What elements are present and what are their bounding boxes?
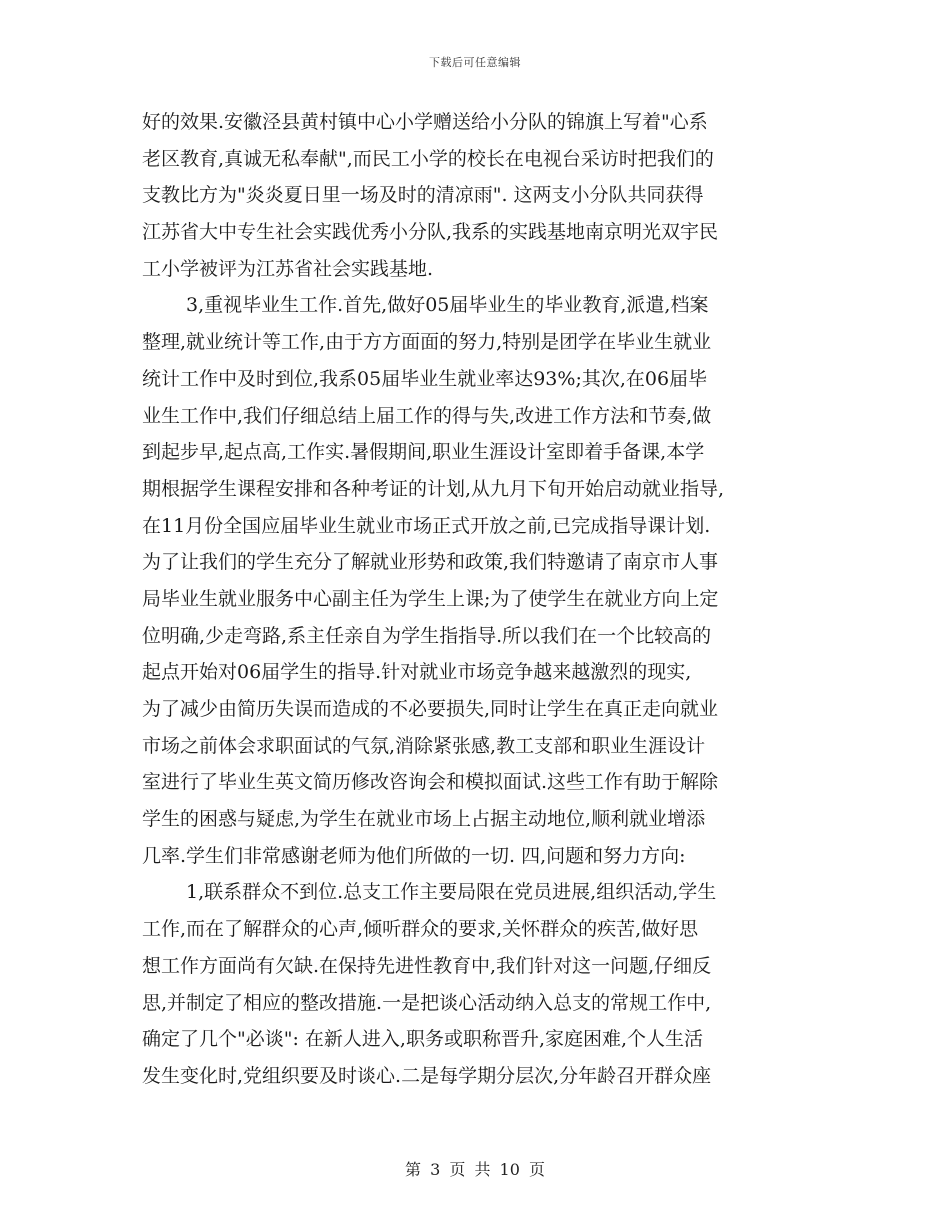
text-line: 学生的困惑与疑虑,为学生在就业市场上占据主动地位,顺利就业增添: [142, 808, 706, 831]
text-line: 在11月份全国应届毕业生就业市场正式开放之前,已完成指导课计划.: [142, 514, 711, 537]
text-line: 位明确,少走弯路,系主任亲自为学生指指导.所以我们在一个比较高的: [142, 624, 712, 647]
text-line: 为了减少由简历失误而造成的不必要损失,同时让学生在真正走向就业: [142, 698, 719, 720]
text-line: 几率.学生们非常感谢老师为他们所做的一切. 四,问题和努力方向:: [142, 844, 686, 867]
page-footer: 第 3 页 共 10 页: [405, 1160, 545, 1179]
text-line: 3,重视毕业生工作.首先,做好05届毕业生的毕业教育,派遣,档案: [186, 294, 709, 317]
text-line: 发生变化时,党组织要及时谈心.二是每学期分层次,分年龄召开群众座: [142, 1064, 712, 1087]
page-header: 下载后可任意编辑: [429, 56, 521, 69]
text-line: 工作,而在了解群众的心声,倾听群众的要求,关怀群众的疾苦,做好思: [142, 918, 699, 941]
text-line: 确定了几个"必谈": 在新人进入,职务或职称晋升,家庭困难,个人生活: [142, 1028, 704, 1051]
text-line: 室进行了毕业生英文简历修改咨询会和模拟面试.这些工作有助于解除: [142, 771, 719, 794]
text-line: 支教比方为"炎炎夏日里一场及时的清凉雨". 这两支小分队共同获得: [142, 184, 704, 207]
text-line: 期根据学生课程安排和各种考证的计划,从九月下旬开始启动就业指导,: [142, 477, 725, 500]
text-line: 1,联系群众不到位.总支工作主要局限在党员进展,组织活动,学生: [186, 881, 717, 904]
text-line: 为了让我们的学生充分了解就业形势和政策,我们特邀请了南京市人事: [142, 551, 719, 574]
text-line: 思,并制定了相应的整改措施.一是把谈心活动纳入总支的常规工作中,: [142, 991, 712, 1014]
text-line: 业生工作中,我们仔细总结上届工作的得与失,改进工作方法和节奏,做: [142, 404, 712, 427]
text-line: 统计工作中及时到位,我系05届毕业生就业率达93%;其次,在06届毕: [142, 367, 708, 390]
text-line: 工小学被评为江苏省社会实践基地.: [142, 257, 434, 280]
text-line: 江苏省大中专生社会实践优秀小分队,我系的实践基地南京明光双宇民: [142, 221, 719, 244]
text-line: 好的效果.安徽泾县黄村镇中心小学赠送给小分队的锦旗上写着"心系: [142, 111, 708, 133]
text-line: 起点开始对06届学生的指导.针对就业市场竞争越来越激烈的现实,: [142, 661, 692, 684]
text-line: 整理,就业统计等工作,由于方方面面的努力,特别是团学在毕业生就业: [142, 331, 712, 354]
document-body: [142, 104, 812, 1095]
text-line: 老区教育,真诚无私奉献",而民工小学的校长在电视台采访时把我们的: [142, 147, 714, 170]
text-line: 想工作方面尚有欠缺.在保持先进性教育中,我们针对这一问题,仔细反: [142, 954, 712, 977]
text-line: 局毕业生就业服务中心副主任为学生上课;为了使学生在就业方向上定: [142, 587, 719, 610]
text-line: 市场之前体会求职面试的气氛,消除紧张感,教工支部和职业生涯设计: [142, 734, 706, 757]
text-line: 到起步早,起点高,工作实.暑假期间,职业生涯设计室即着手备课,本学: [142, 441, 705, 464]
